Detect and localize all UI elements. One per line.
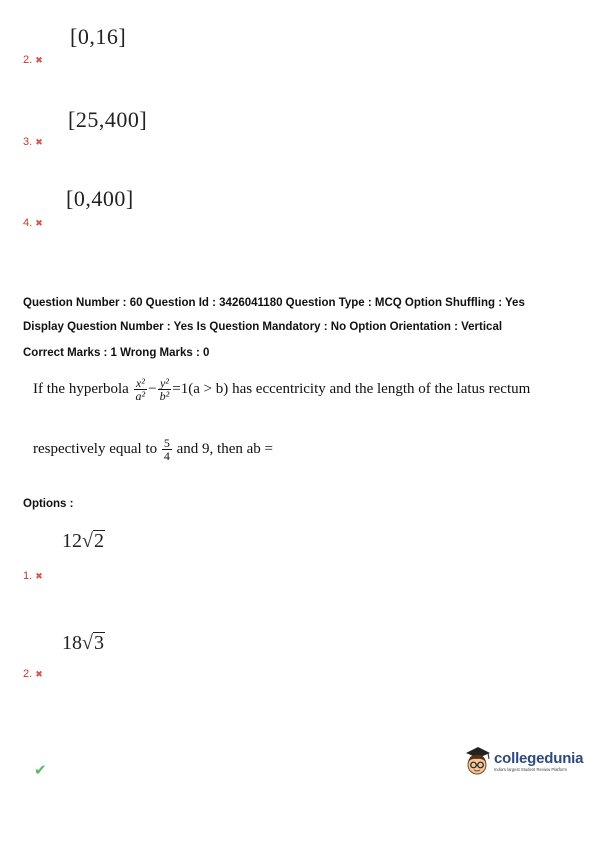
options-label: Options : — [23, 498, 74, 510]
sqrt-coefficient: 12 — [62, 530, 82, 552]
minus-sign: − — [148, 380, 157, 397]
logo-mascot-icon — [462, 744, 492, 778]
option-number-label: 2. — [23, 668, 33, 680]
question-meta-line3: Correct Marks : 1 Wrong Marks : 0 — [23, 347, 210, 359]
wrong-mark-icon: ✖ — [35, 218, 43, 228]
sqrt-icon: √ — [82, 530, 93, 552]
fraction-numerator: 5 — [163, 436, 170, 450]
fraction-denominator: b² — [159, 389, 170, 403]
option-number-label: 3. — [23, 136, 33, 148]
option-value — [62, 530, 105, 553]
wrong-mark-icon: ✖ — [35, 669, 43, 679]
option-value — [62, 632, 105, 655]
option-value: [0,16] — [70, 24, 127, 49]
fraction-five-fourths — [162, 437, 172, 462]
question-text-prefix: If the hyperbola — [33, 380, 129, 397]
fraction-numerator: x² — [134, 377, 148, 390]
equation-condition: =1(a > b) — [172, 380, 229, 397]
question-meta-line2: Display Question Number : Yes Is Question Mandatory : No Option Orientation : Vertical — [23, 321, 503, 333]
option-value: [0,400] — [66, 186, 134, 211]
option-number-label: 2. — [23, 54, 33, 66]
fraction-numerator: y² — [158, 377, 172, 390]
sqrt-radicand: 2 — [93, 530, 104, 552]
question-text-line2 — [33, 437, 273, 462]
collegedunia-logo — [462, 744, 583, 778]
fraction-denominator: a² — [135, 389, 146, 403]
question-text-prefix: respectively equal to — [33, 440, 158, 457]
logo-name: collegedunia — [494, 750, 584, 767]
question-text-suffix: has eccentricity and the length of the latus rectum — [232, 380, 531, 397]
option-value: [25,400] — [68, 107, 148, 132]
option-number — [23, 217, 43, 229]
question-text-line1 — [33, 377, 530, 402]
option-number — [23, 54, 43, 66]
option-number-label: 4. — [23, 217, 33, 229]
fraction-y-over-b — [158, 377, 172, 402]
question-text-suffix: and 9, then ab = — [176, 440, 273, 457]
correct-mark-icon: ✔ — [34, 761, 47, 779]
option-number — [23, 570, 43, 582]
option-number-label: 1. — [23, 570, 33, 582]
option-number — [23, 668, 43, 680]
wrong-mark-icon: ✖ — [35, 137, 43, 147]
sqrt-radicand: 3 — [93, 632, 104, 654]
option-number — [23, 136, 43, 148]
sqrt-icon: √ — [82, 632, 93, 654]
sqrt-coefficient: 18 — [62, 632, 82, 654]
fraction-denominator: 4 — [163, 449, 170, 463]
wrong-mark-icon: ✖ — [35, 571, 43, 581]
question-meta-line1: Question Number : 60 Question Id : 3426041180 Question Type : MCQ Option Shuffling : Yes — [23, 297, 525, 309]
fraction-x-over-a — [134, 377, 148, 402]
logo-tagline: India's largest Student Review Platform — [494, 767, 567, 772]
wrong-mark-icon: ✖ — [35, 55, 43, 65]
